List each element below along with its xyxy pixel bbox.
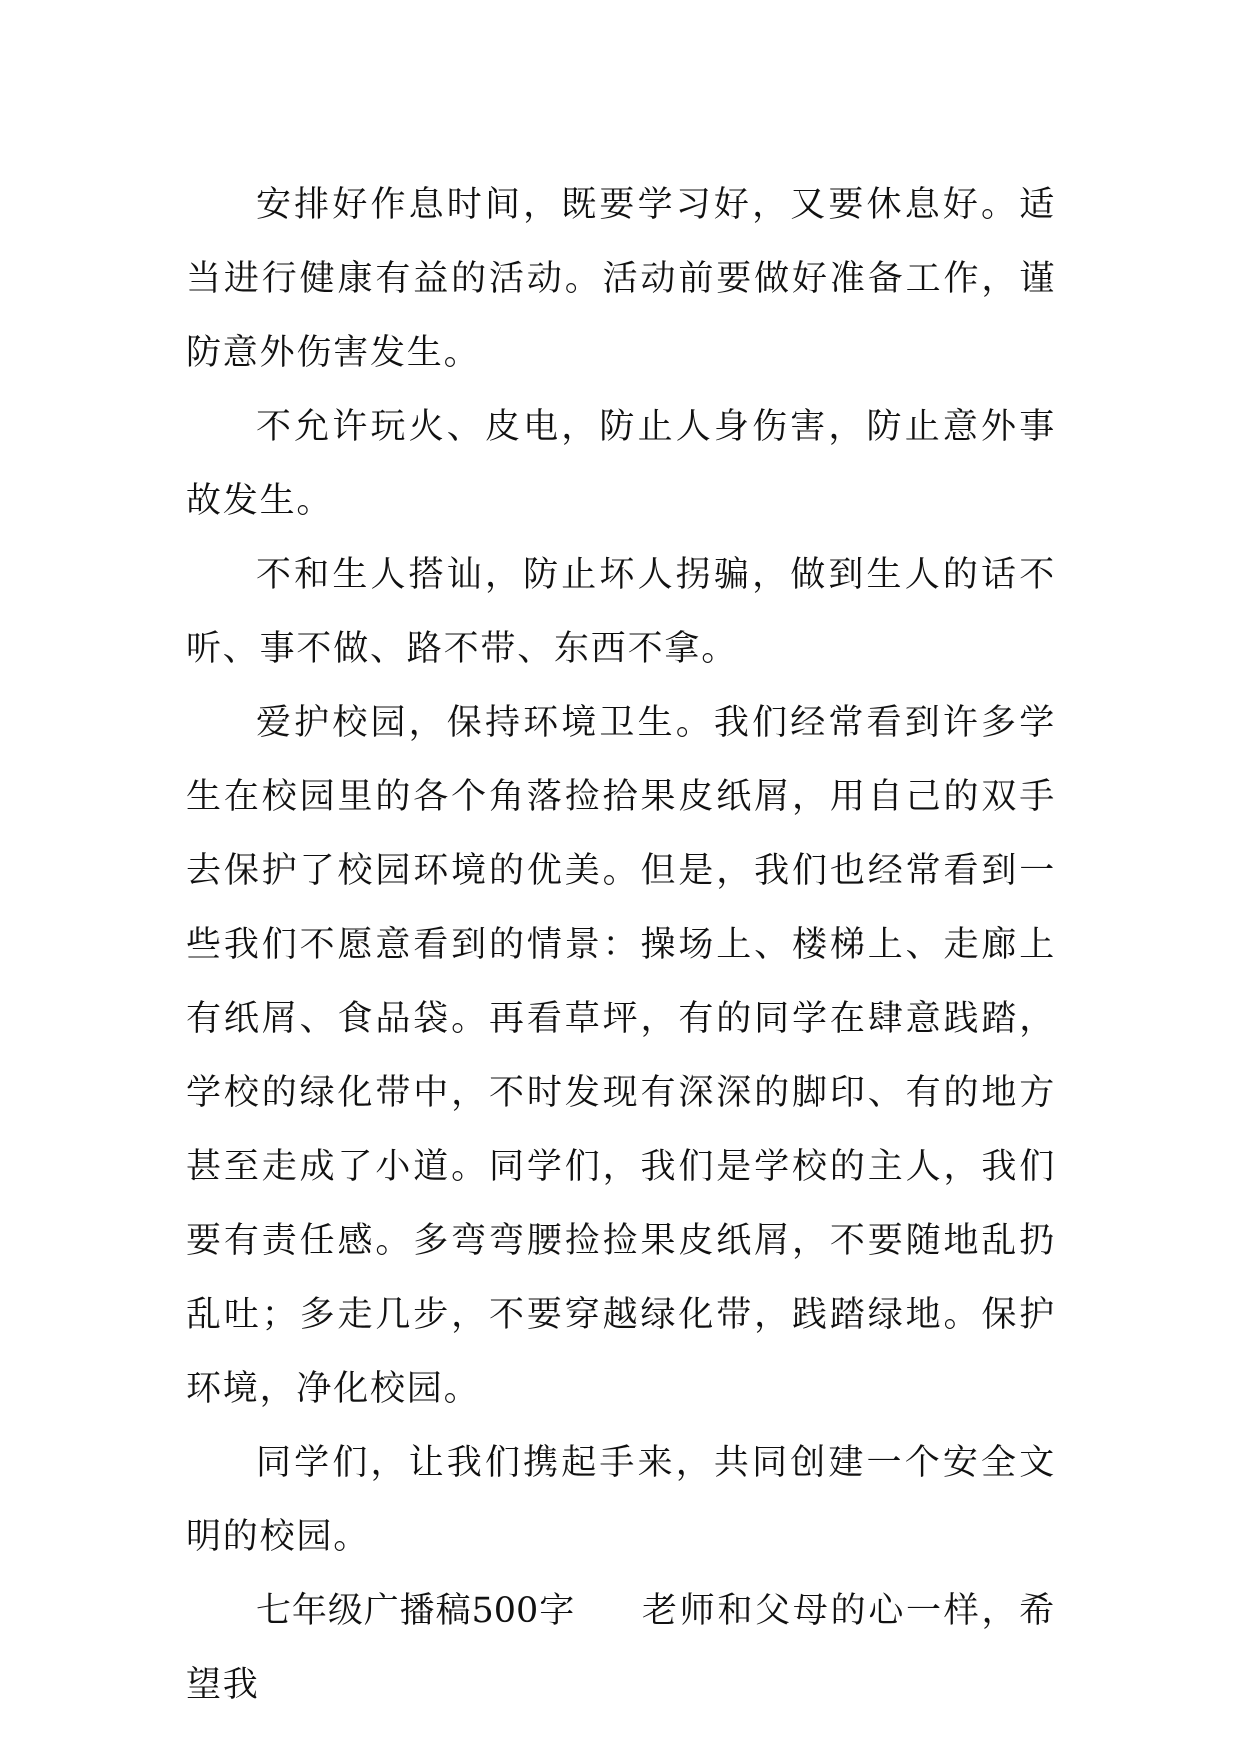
- paragraph-fire-electric-safety: 不允许玩火、皮电，防止人身伤害，防止意外事故发生。: [186, 407, 1056, 521]
- paragraph-closing-appeal: 同学们，让我们携起手来，共同创建一个安全文明的校园。: [186, 1443, 1056, 1557]
- document-body: [186, 168, 1056, 1722]
- paragraph-schedule: 安排好作息时间，既要学习好，又要休息好。适当进行健康有益的活动。活动前要做好准备工作，谨防意外伤害发生。: [186, 185, 1056, 373]
- article-heading: 七年级广播稿500字: [256, 1591, 576, 1631]
- paragraph-next-article: [186, 1574, 1056, 1722]
- paragraph-stranger-safety: 不和生人搭讪，防止坏人拐骗，做到生人的话不听、事不做、路不带、东西不拿。: [186, 555, 1056, 669]
- paragraph-campus-environment: 爱护校园，保持环境卫生。我们经常看到许多学生在校园里的各个角落捡拾果皮纸屑，用自己的双手去保护了校园环境的优美。但是，我们也经常看到一些我们不愿意看到的情景：操场上、楼梯上、走廊上有纸屑、食品袋。再看草坪，有的同学在肆意践踏，学校的绿化带中，不时发现有深深的脚印、有的地方甚至走成了小道。同学们，我们是学校的主人，我们要有责任感。多弯弯腰捡捡果皮纸屑，不要随地乱扔乱吐；多走几步，不要穿越绿化带，践踏绿地。保护环境，净化校园。: [186, 703, 1056, 1409]
- article-opening-text: 老师和父母的心一样，希望我: [186, 1591, 1056, 1705]
